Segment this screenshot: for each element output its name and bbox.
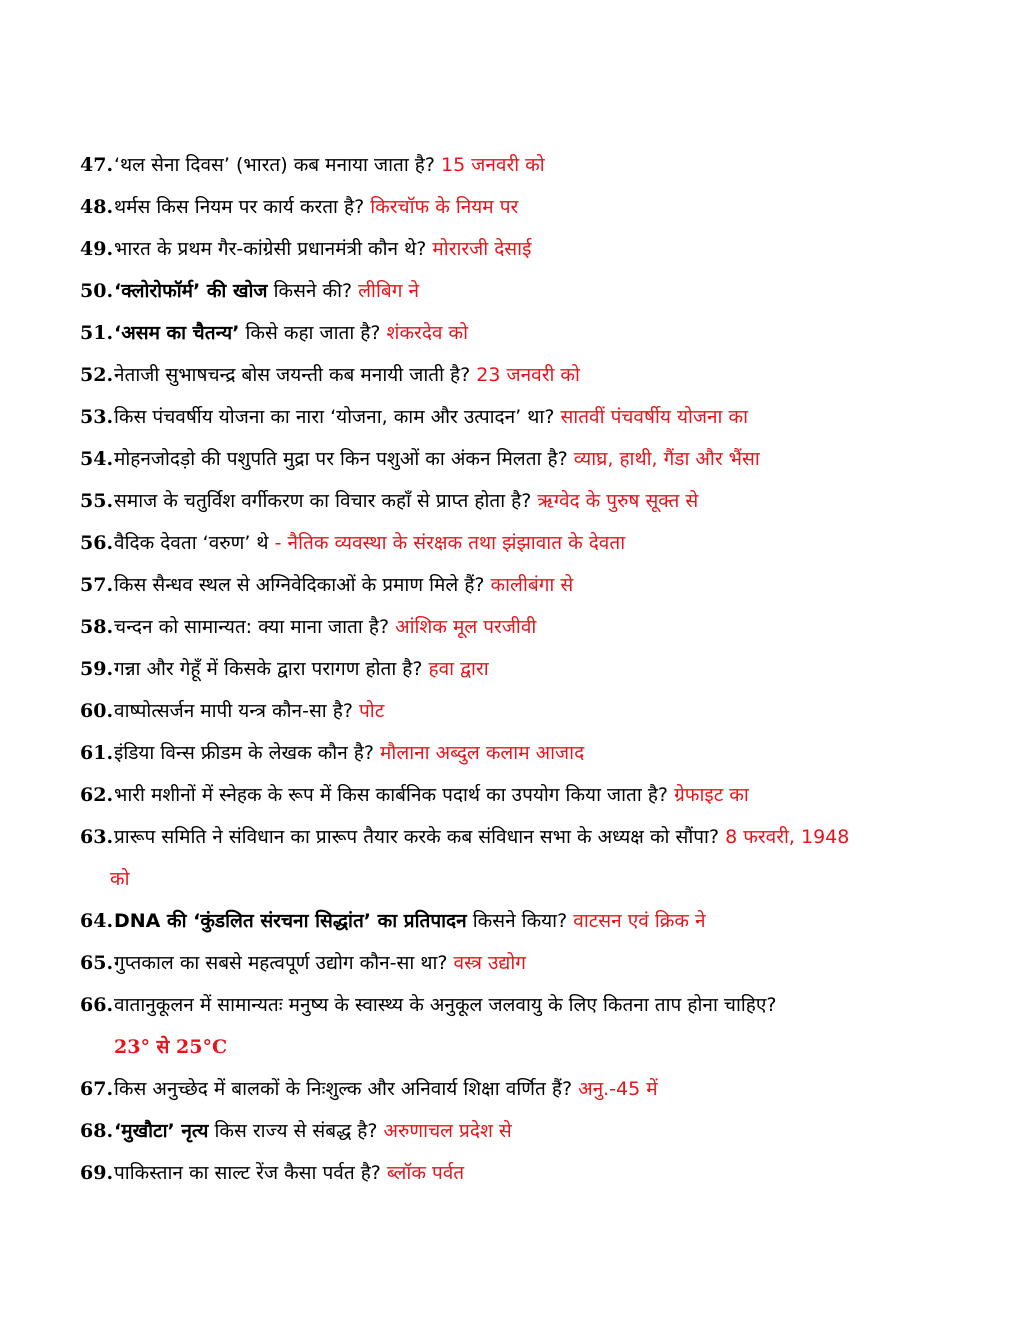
question-number-value: 64 xyxy=(80,910,107,932)
question-item xyxy=(80,312,980,354)
question-number-dot: . xyxy=(106,154,114,176)
question-number xyxy=(80,480,114,522)
answer-text: किरचॉफ के नियम पर xyxy=(370,196,519,218)
question-number xyxy=(80,1152,114,1194)
question-text: गुप्तकाल का सबसे महत्वपूर्ण उद्योग कौन-सा था? xyxy=(114,952,448,974)
question-item xyxy=(80,564,980,606)
question-body xyxy=(114,522,980,564)
question-body xyxy=(114,438,980,480)
answer-text: अनु.-45 में xyxy=(578,1078,658,1100)
answer-text: लीबिग ने xyxy=(358,280,420,302)
question-number xyxy=(80,690,114,732)
question-number xyxy=(80,732,114,774)
answer-text: हवा द्वारा xyxy=(428,658,489,680)
question-item xyxy=(80,228,980,270)
question-text: किसने की? xyxy=(267,280,353,302)
question-item xyxy=(80,396,980,438)
question-text: इंडिया विन्स फ्रीडम के लेखक कौन है? xyxy=(114,742,374,764)
question-number-value: 62 xyxy=(80,784,107,806)
answer-text: मोरारजी देसाई xyxy=(432,238,532,260)
answer-text: सातवीं पंचवर्षीय योजना का xyxy=(560,406,749,428)
question-number-value: 65 xyxy=(80,952,107,974)
question-text: मोहनजोदड़ो की पशुपति मुद्रा पर किन पशुओं का अंकन मिलता है? xyxy=(114,448,568,470)
question-body xyxy=(114,270,980,312)
question-text: किसे कहा जाता है? xyxy=(239,322,381,344)
question-number-value: 59 xyxy=(80,658,107,680)
question-text: किस राज्य से संबद्ध है? xyxy=(208,1120,378,1142)
question-body xyxy=(114,1068,980,1110)
question-number xyxy=(80,186,114,228)
answer-text: मौलाना अब्दुल कलाम आजाद xyxy=(380,742,585,764)
question-number-dot: . xyxy=(106,658,114,680)
question-body xyxy=(114,312,980,354)
answer-text: शंकरदेव को xyxy=(386,322,469,344)
question-body xyxy=(114,480,980,522)
question-bold-text: ‘मुखौटा’ नृत्य xyxy=(114,1120,209,1142)
question-number-value: 66 xyxy=(80,994,107,1016)
answer-text: वाटसन एवं क्रिक ने xyxy=(573,910,706,932)
question-number-dot: . xyxy=(106,1120,114,1142)
question-number-dot: . xyxy=(106,742,114,764)
question-number-dot: . xyxy=(106,322,114,344)
question-text: थर्मस किस नियम पर कार्य करता है? xyxy=(114,196,365,218)
question-item xyxy=(80,774,980,816)
question-number xyxy=(80,564,114,606)
question-body xyxy=(114,606,980,648)
question-number xyxy=(80,900,114,942)
question-item xyxy=(80,690,980,732)
question-number xyxy=(80,312,114,354)
question-number-value: 68 xyxy=(80,1120,107,1142)
question-item xyxy=(80,270,980,312)
question-body xyxy=(114,942,980,984)
question-body xyxy=(110,816,980,900)
question-number xyxy=(80,648,114,690)
answer-text: पोट xyxy=(358,700,385,722)
question-number-dot: . xyxy=(106,784,114,806)
question-number xyxy=(80,396,114,438)
question-list xyxy=(80,144,980,1194)
question-text: समाज के चतुर्विश वर्गीकरण का विचार कहाँ से प्राप्त होता है? xyxy=(114,490,532,512)
answer-text: 15 जनवरी को xyxy=(441,154,545,176)
question-text: किस अनुच्छेद में बालकों के निःशुल्क और अनिवार्य शिक्षा वर्णित हैं? xyxy=(114,1078,573,1100)
question-text: ‘थल सेना दिवस’ (भारत) कब मनाया जाता है? xyxy=(114,154,435,176)
question-number-dot: . xyxy=(106,910,114,932)
answer-text-bold: 23° से 25°C xyxy=(114,1036,228,1058)
answer-text: कालीबंगा से xyxy=(490,574,574,596)
question-number-dot: . xyxy=(106,364,114,386)
question-item xyxy=(80,942,980,984)
question-number xyxy=(80,1068,114,1110)
question-item xyxy=(80,522,980,564)
question-number-dot: . xyxy=(106,280,114,302)
question-text: वाष्पोत्सर्जन मापी यन्त्र कौन-सा है? xyxy=(114,700,353,722)
question-text: किसने किया? xyxy=(466,910,568,932)
answer-text: - नैतिक व्यवस्था के संरक्षक तथा झंझावात के देवता xyxy=(274,532,626,554)
question-body xyxy=(114,396,980,438)
question-bold-text: ‘क्लोरोफॉर्म’ की खोज xyxy=(114,280,268,302)
question-text: वातानुकूलन में सामान्यतः मनुष्य के स्वास्थ्य के अनुकूल जलवायु के लिए कितना ताप होना चाहिए? xyxy=(114,994,777,1016)
question-number-value: 63 xyxy=(80,826,107,848)
answer-text: आंशिक मूल परजीवी xyxy=(395,616,537,638)
question-body xyxy=(114,354,980,396)
question-number-value: 50 xyxy=(80,280,107,302)
question-number-value: 48 xyxy=(80,196,107,218)
question-item xyxy=(80,816,980,900)
question-number-dot: . xyxy=(106,994,114,1016)
question-text: प्रारूप समिति ने संविधान का प्रारूप तैयार करके कब संविधान सभा के अध्यक्ष को सौंपा? xyxy=(114,826,720,848)
question-number xyxy=(80,816,114,858)
question-item xyxy=(80,732,980,774)
question-number xyxy=(80,228,114,270)
question-number xyxy=(80,984,114,1026)
answer-text: अरुणाचल प्रदेश से xyxy=(383,1120,512,1142)
question-body xyxy=(114,186,980,228)
question-number-value: 54 xyxy=(80,448,107,470)
question-body xyxy=(114,900,980,942)
question-number-dot: . xyxy=(106,1078,114,1100)
question-number xyxy=(80,942,114,984)
question-item xyxy=(80,354,980,396)
question-text: किस सैन्धव स्थल से अग्निवेदिकाओं के प्रमाण मिले हैं? xyxy=(114,574,485,596)
question-number-value: 60 xyxy=(80,700,107,722)
answer-text: ऋग्वेद के पुरुष सूक्त से xyxy=(537,490,699,512)
question-number-value: 58 xyxy=(80,616,107,638)
question-item xyxy=(80,144,980,186)
question-number xyxy=(80,270,114,312)
question-bold-text: ‘असम का चैतन्य’ xyxy=(114,322,240,344)
question-number-dot: . xyxy=(106,532,114,554)
question-item xyxy=(80,1068,980,1110)
question-text: नेताजी सुभाषचन्द्र बोस जयन्ती कब मनायी जाती है? xyxy=(114,364,471,386)
question-number-value: 47 xyxy=(80,154,107,176)
question-body xyxy=(114,690,980,732)
question-body xyxy=(114,1110,980,1152)
question-text: पाकिस्तान का साल्ट रेंज कैसा पर्वत है? xyxy=(114,1162,381,1184)
question-number xyxy=(80,144,114,186)
question-body xyxy=(114,1152,980,1194)
question-number xyxy=(80,774,114,816)
question-bold-text: DNA की ‘कुंडलित संरचना सिद्धांत’ का प्रतिपादन xyxy=(114,910,467,932)
question-number-value: 69 xyxy=(80,1162,107,1184)
question-item xyxy=(80,438,980,480)
question-number-value: 52 xyxy=(80,364,107,386)
question-number-dot: . xyxy=(106,238,114,260)
question-body xyxy=(114,984,980,1068)
question-item xyxy=(80,984,980,1068)
question-number-value: 49 xyxy=(80,238,107,260)
question-item xyxy=(80,1110,980,1152)
question-body xyxy=(114,144,980,186)
question-number-dot: . xyxy=(106,196,114,218)
question-number-value: 56 xyxy=(80,532,107,554)
question-text: किस पंचवर्षीय योजना का नारा ‘योजना, काम और उत्पादन’ था? xyxy=(114,406,555,428)
question-number-dot: . xyxy=(106,490,114,512)
question-item xyxy=(80,186,980,228)
answer-text: 8 फरवरी, 1948 xyxy=(725,826,850,848)
question-body xyxy=(114,564,980,606)
question-number-dot: . xyxy=(106,448,114,470)
question-text: भारत के प्रथम गैर-कांग्रेसी प्रधानमंत्री कौन थे? xyxy=(114,238,427,260)
question-number-dot: . xyxy=(106,700,114,722)
answer-continuation: को xyxy=(110,868,130,890)
answer-text: ब्लॉक पर्वत xyxy=(386,1162,465,1184)
question-number xyxy=(80,1110,114,1152)
question-item xyxy=(80,606,980,648)
answer-text: वस्त्र उद्योग xyxy=(453,952,526,974)
question-body xyxy=(114,732,980,774)
question-number xyxy=(80,438,114,480)
question-number-value: 57 xyxy=(80,574,107,596)
question-item xyxy=(80,900,980,942)
question-number xyxy=(80,522,114,564)
question-number-value: 53 xyxy=(80,406,107,428)
question-text: गन्ना और गेहूँ में किसके द्वारा परागण होता है? xyxy=(114,658,423,680)
question-body xyxy=(114,228,980,270)
question-number-value: 67 xyxy=(80,1078,107,1100)
question-item xyxy=(80,648,980,690)
question-item xyxy=(80,480,980,522)
question-number-value: 51 xyxy=(80,322,107,344)
question-text: वैदिक देवता ‘वरुण’ थे xyxy=(114,532,269,554)
question-text: भारी मशीनों में स्नेहक के रूप में किस कार्बनिक पदार्थ का उपयोग किया जाता है? xyxy=(114,784,669,806)
question-number-dot: . xyxy=(106,574,114,596)
question-number-dot: . xyxy=(106,826,114,848)
question-number-dot: . xyxy=(106,406,114,428)
question-number-value: 61 xyxy=(80,742,107,764)
question-number-dot: . xyxy=(106,616,114,638)
question-number xyxy=(80,606,114,648)
question-text: चन्दन को सामान्यत: क्या माना जाता है? xyxy=(114,616,390,638)
question-body xyxy=(114,648,980,690)
answer-text: ग्रेफाइट का xyxy=(674,784,749,806)
question-number-dot: . xyxy=(106,952,114,974)
question-body xyxy=(114,774,980,816)
question-number-dot: . xyxy=(106,1162,114,1184)
answer-text: व्याघ्र, हाथी, गैंडा और भैंसा xyxy=(573,448,760,470)
question-number-value: 55 xyxy=(80,490,107,512)
question-number xyxy=(80,354,114,396)
answer-text: 23 जनवरी को xyxy=(476,364,580,386)
question-item xyxy=(80,1152,980,1194)
